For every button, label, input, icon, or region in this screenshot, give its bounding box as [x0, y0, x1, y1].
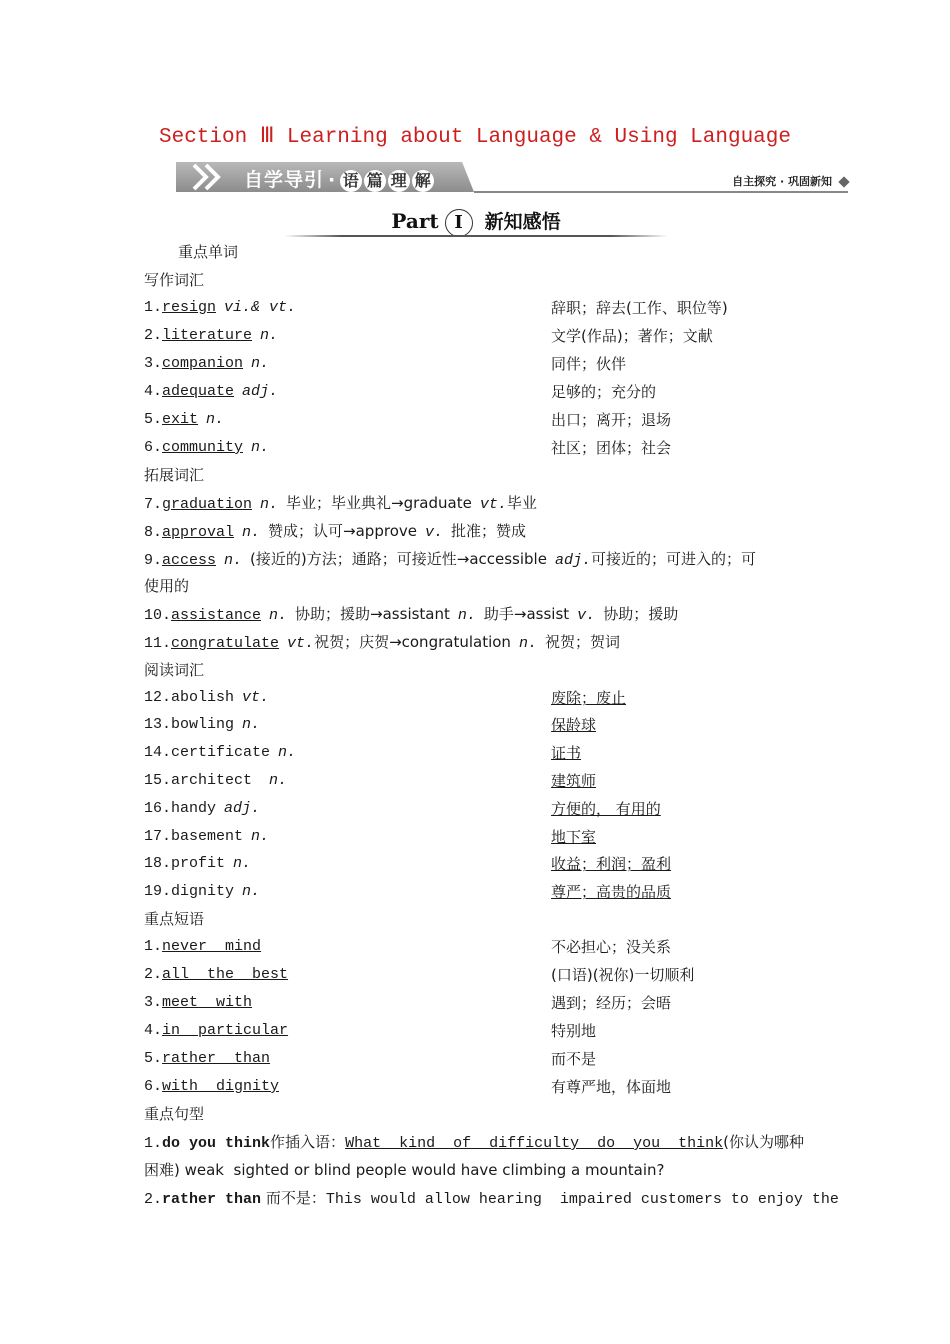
- phrase-meaning: 有尊严地，体面地: [551, 1078, 672, 1096]
- reading-meaning: 尊严；高贵的品质: [551, 883, 672, 901]
- phrase-item: 3.meet with: [144, 994, 253, 1011]
- phrase-item: 5.rather than: [144, 1050, 271, 1067]
- phrase-meaning: 特别地: [551, 1022, 597, 1040]
- key-phrases-heading: 重点短语: [144, 910, 205, 928]
- section-banner: [176, 161, 848, 195]
- section-title: Section Ⅲ Learning about Language & Using Language: [159, 126, 791, 149]
- banner-label: [244, 165, 436, 192]
- extended-vocab-heading: 拓展词汇: [144, 466, 205, 484]
- vocab-item: 2.literature n.: [144, 327, 279, 344]
- vocab-item: 1.resign vi.& vt.: [144, 299, 297, 316]
- vocab-item: 3.companion n.: [144, 355, 270, 372]
- banner-char: 解: [412, 170, 434, 192]
- reading-item: 16.handy adj.: [144, 800, 261, 817]
- vocab-item: 5.exit n.: [144, 411, 225, 428]
- double-chevron-icon: [190, 162, 230, 192]
- part-header: [284, 205, 668, 241]
- reading-meaning: 收益；利润；盈利: [551, 855, 672, 873]
- phrase-meaning: (口语)(祝你)一切顺利: [551, 966, 695, 984]
- part-title-cn: 新知感悟: [484, 211, 561, 233]
- reading-item: 15.architect n.: [144, 772, 288, 789]
- reading-meaning: 建筑师: [551, 772, 597, 790]
- diamond-icon: [838, 176, 849, 187]
- phrase-item: 2.all the best: [144, 966, 289, 983]
- vocab-meaning: 文学(作品)；著作；文献: [551, 327, 713, 345]
- vocab-meaning: 足够的；充分的: [551, 383, 657, 401]
- phrase-item: 1.never mind: [144, 938, 262, 955]
- banner-char: 理: [388, 170, 410, 192]
- extended-item: 7.graduation n. 毕业；毕业典礼→graduate vt.毕业: [144, 494, 537, 513]
- extended-item: 10.assistance n. 协助；援助→assistant n. 助手→assist v. 协助；援助: [144, 605, 679, 624]
- reading-meaning: 地下室: [551, 828, 597, 846]
- reading-meaning: 方便的， 有用的: [551, 800, 661, 818]
- vocab-meaning: 同伴；伙伴: [551, 355, 627, 373]
- vocab-item: 6.community n.: [144, 439, 270, 456]
- key-sentences-heading: 重点句型: [144, 1105, 205, 1123]
- reading-item: 18.profit n.: [144, 855, 252, 872]
- sentence-item-continued: 困难) weak sighted or blind people would have climbing a mountain?: [144, 1161, 665, 1179]
- reading-meaning: 保龄球: [551, 716, 597, 734]
- part-numeral: I: [445, 209, 473, 237]
- banner-dot: ·: [328, 169, 337, 191]
- phrase-item: 4.in particular: [144, 1022, 289, 1039]
- reading-meaning: 证书: [551, 744, 582, 762]
- extended-item: 9.access n. (接近的)方法；通路；可接近性→accessible adj.可接近的；可进入的；可: [144, 550, 756, 569]
- sentence-item: 1.do you think作插入语：What kind of difficulty do you think(你认为哪种: [144, 1133, 804, 1152]
- banner-right-text: 自主探究 · 巩固新知: [732, 175, 832, 188]
- extended-item: 11.congratulate vt.祝贺；庆贺→congratulation n. 祝贺；贺词: [144, 633, 620, 652]
- extended-item: 8.approval n. 赞成；认可→approve v. 批准；赞成: [144, 522, 527, 541]
- sentence-item: 2.rather than 而不是：This would allow hearing impaired customers to enjoy the: [144, 1189, 839, 1208]
- reading-item: 13.bowling n.: [144, 716, 261, 733]
- reading-vocab-heading: 阅读词汇: [144, 661, 205, 679]
- phrase-meaning: 而不是: [551, 1050, 597, 1068]
- writing-vocab-heading: 写作词汇: [144, 271, 205, 289]
- reading-meaning: 废除；废止: [551, 689, 627, 707]
- vocab-item: 4.adequate adj.: [144, 383, 279, 400]
- reading-item: 17.basement n.: [144, 828, 270, 845]
- phrase-meaning: 不必担心；没关系: [551, 938, 672, 956]
- banner-char: 篇: [364, 170, 386, 192]
- banner-rule: [474, 191, 848, 193]
- vocab-meaning: 辞职；辞去(工作、职位等): [551, 299, 728, 317]
- phrase-meaning: 遇到；经历；会晤: [551, 994, 672, 1012]
- banner-char: 语: [340, 170, 362, 192]
- reading-item: 14.certificate n.: [144, 744, 297, 761]
- part-heading: [284, 207, 668, 237]
- part-rule: [284, 235, 668, 237]
- reading-item: 12.abolish vt.: [144, 689, 270, 706]
- vocab-meaning: 社区；团体；社会: [551, 439, 672, 457]
- key-words-heading: 重点单词: [178, 243, 239, 261]
- part-label: Part: [391, 209, 439, 233]
- reading-item: 19.dignity n.: [144, 883, 261, 900]
- phrase-item: 6.with dignity: [144, 1078, 280, 1095]
- vocab-meaning: 出口；离开；退场: [551, 411, 672, 429]
- extended-item-continued: 使用的: [144, 577, 190, 595]
- banner-left-text: 自学导引: [244, 169, 325, 191]
